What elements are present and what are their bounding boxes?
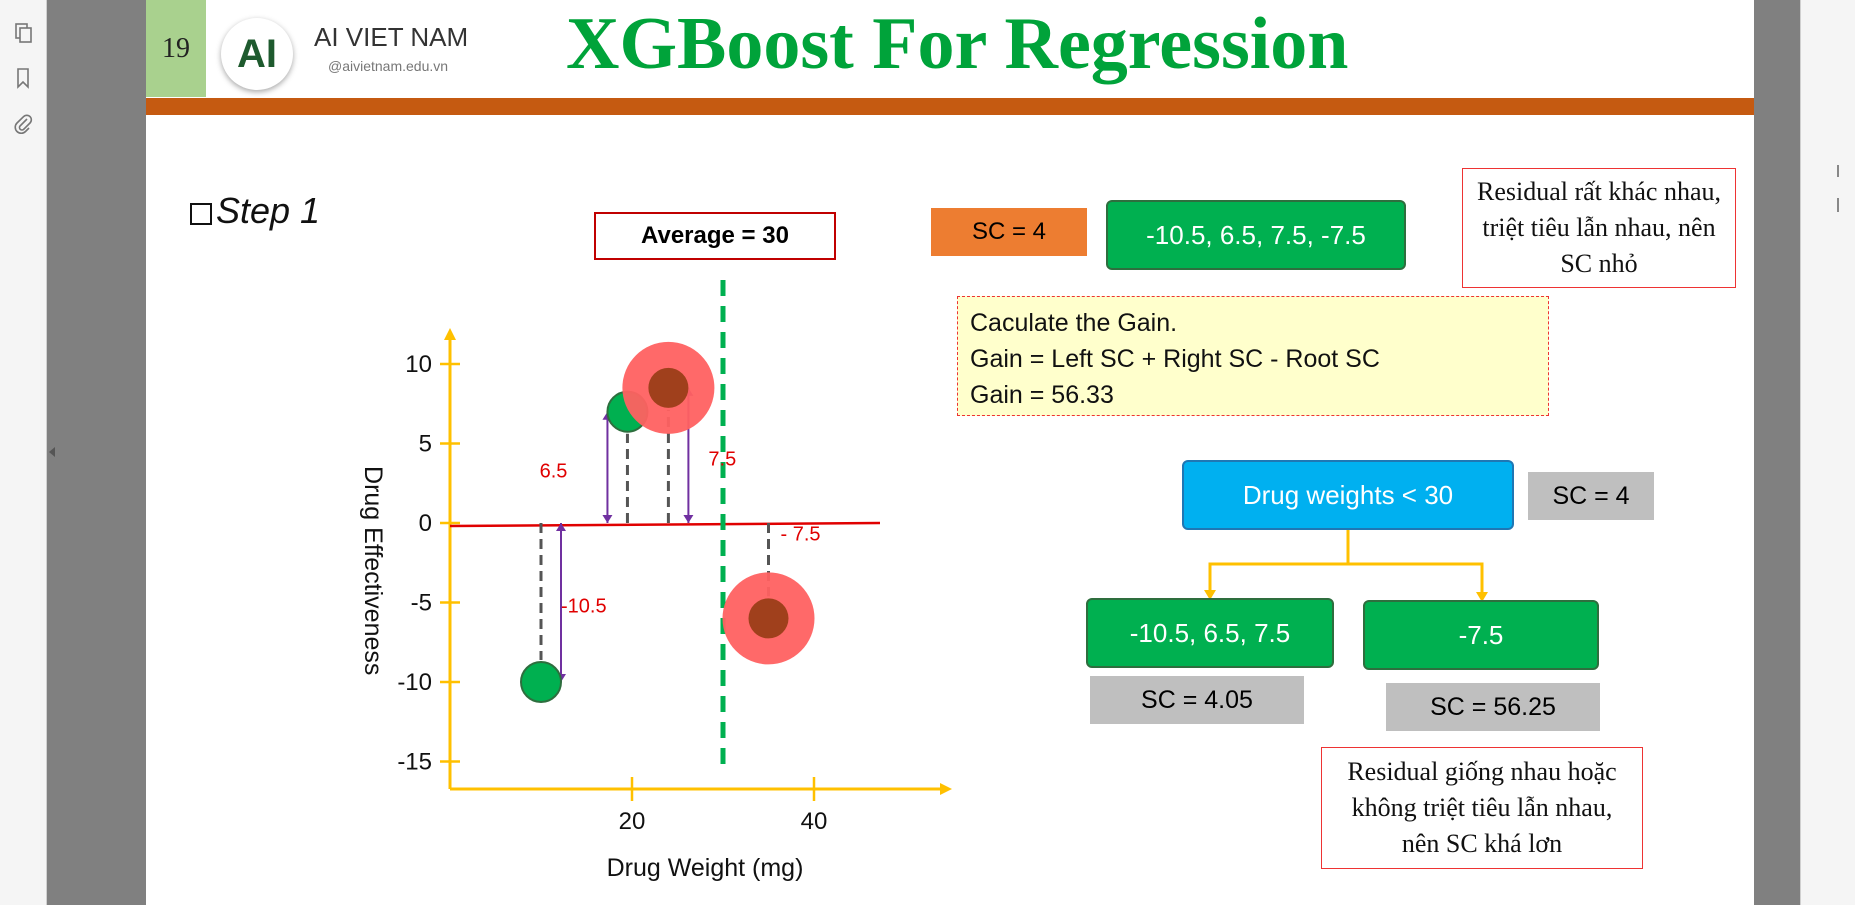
y-tick-label: 5 <box>418 430 432 458</box>
scroll-marker-2 <box>1837 198 1839 212</box>
note-large-sc: Residual giống nhau hoặc không triệt tiêu lẫn nhau, nên SC khá lơn <box>1321 747 1643 869</box>
attachment-icon[interactable] <box>12 113 34 135</box>
slide-title: XGBoost For Regression <box>566 3 1349 85</box>
page-number: 19 <box>146 0 206 97</box>
split-node: Drug weights < 30 <box>1182 460 1514 530</box>
slide-page <box>146 0 1754 905</box>
note-small-sc: Residual rất khác nhau, triệt tiêu lẫn nhau, nên SC nhỏ <box>1462 168 1736 288</box>
viewer-left-sidebar <box>0 0 47 905</box>
root-residuals-node: -10.5, 6.5, 7.5, -7.5 <box>1106 200 1406 270</box>
right-leaf-sc: SC = 56.25 <box>1386 683 1600 731</box>
y-axis-label: Drug Effectiveness <box>359 466 387 676</box>
gain-line-3: Gain = 56.33 <box>970 381 1114 409</box>
residual-label: 6.5 <box>539 460 568 483</box>
y-tick-label: 10 <box>405 351 432 378</box>
y-tick-label: -5 <box>410 589 432 617</box>
residual-label: 7.5 <box>708 448 737 471</box>
y-tick-label: -10 <box>397 669 432 696</box>
collapse-sidebar-icon[interactable] <box>48 446 56 458</box>
average-label: Average = 30 <box>594 212 836 260</box>
root-sc-badge: SC = 4 <box>931 208 1087 256</box>
bookmark-icon[interactable] <box>12 67 34 89</box>
left-leaf-sc: SC = 4.05 <box>1090 676 1304 724</box>
x-tick-label: 20 <box>618 808 646 835</box>
step-label: Step 1 <box>216 190 321 231</box>
connector-stem <box>1210 530 1482 594</box>
y-tick-label: -15 <box>397 748 432 776</box>
gain-line-2: Gain = Left SC + Right SC - Root SC <box>970 345 1380 373</box>
gain-line-1: Caculate the Gain. <box>970 309 1178 337</box>
logo-mark: AI <box>221 18 293 90</box>
logo-name: AI VIET NAM <box>314 22 469 52</box>
split-sc: SC = 4 <box>1528 472 1654 520</box>
y-tick-label: 0 <box>418 510 432 537</box>
scroll-marker-1 <box>1837 165 1839 177</box>
residual-label: -10.5 <box>561 595 607 618</box>
logo-subtitle: @aivietnam.edu.vn <box>328 58 449 74</box>
residual-label: - 7.5 <box>780 523 821 546</box>
left-leaf-node: -10.5, 6.5, 7.5 <box>1086 598 1334 668</box>
x-axis-label: Drug Weight (mg) <box>606 854 804 882</box>
x-tick-label: 40 <box>800 808 828 835</box>
right-leaf-node: -7.5 <box>1363 600 1599 670</box>
pages-icon[interactable] <box>12 22 34 44</box>
viewer-right-scrollbar[interactable] <box>1800 0 1855 905</box>
